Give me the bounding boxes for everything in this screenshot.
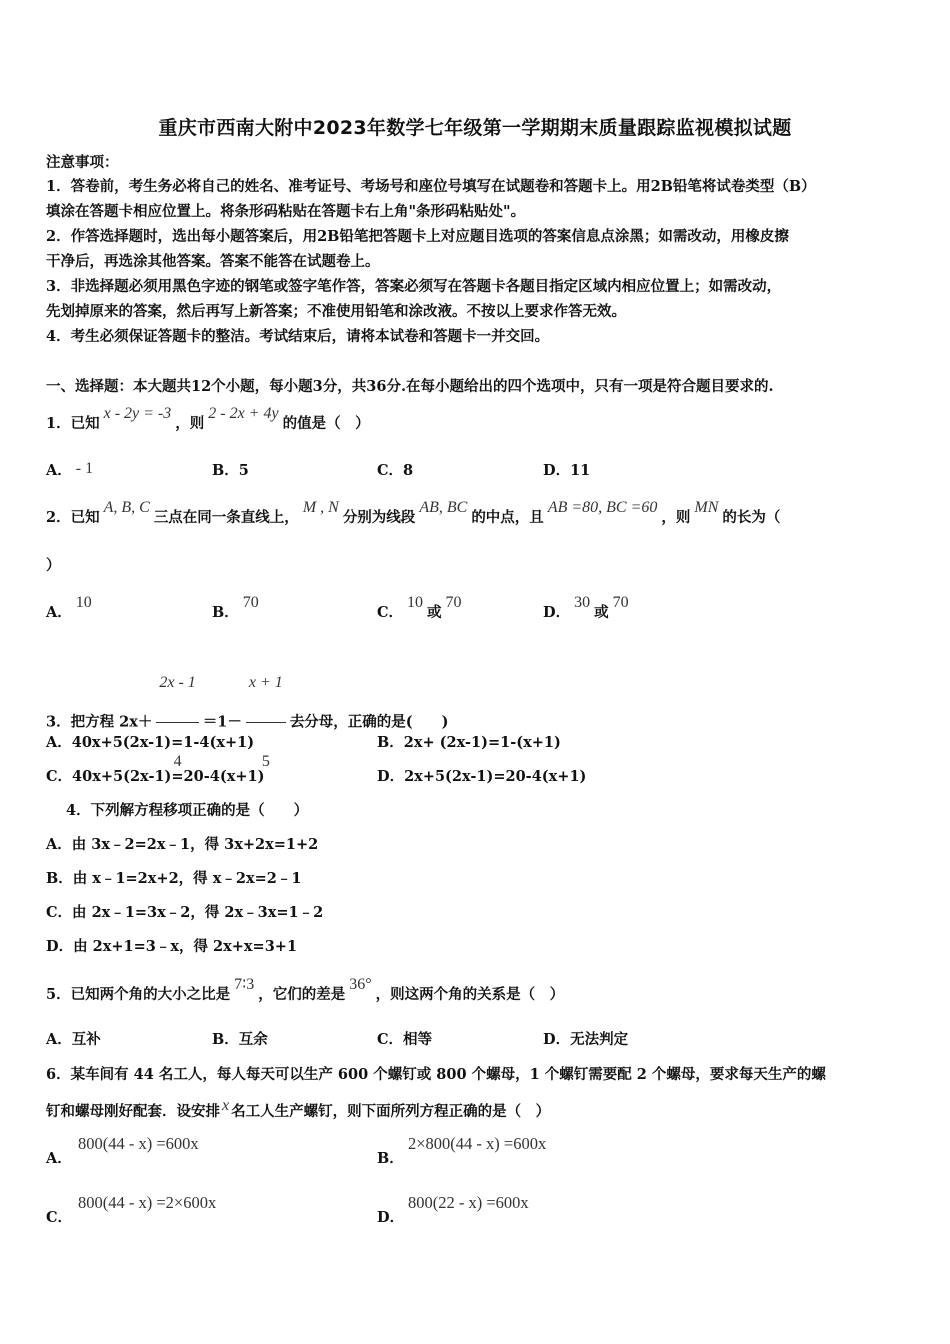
q3-option-a: A．40x+5(2x-1)=1-4(x+1) <box>46 734 255 751</box>
notice-line: 填涂在答题卡相应位置上。将条形码粘贴在答题卡右上角"条形码粘贴处"。 <box>46 203 526 220</box>
q6-option-b-expr: 2×800(44 - x) =600x <box>408 1134 547 1153</box>
question-6: 6．某车间有 44 名工人，每人每天可以生产 600 个螺钉或 800 个螺母，1 个螺钉需要配 2 个螺母，要求每天生产的螺 <box>46 1066 826 1083</box>
question-3: 3．把方程 2x＋ $\frac{2x - 1}{4}$ ＝1－ $\frac{x + 1}{5}$ 去分母，正确的是( ) <box>46 650 449 716</box>
q2-option-c: C．10或70 <box>377 594 462 621</box>
question-2: 2．已知A, B, C三点在同一条直线上，M , N分别为线段AB, BC的中点，且AB =80, BC =60，则MN的长为（ <box>46 499 781 526</box>
q3-option-d: D．2x+5(2x-1)=20-4(x+1) <box>377 768 587 785</box>
q6-option-b-label: B． <box>377 1150 404 1167</box>
q1-text: 1．已知 <box>46 415 100 432</box>
q2-option-d: D．30或70 <box>543 594 629 621</box>
q6-option-a-label: A． <box>46 1150 72 1167</box>
question-4: 4．下列解方程移项正确的是（ ） <box>66 802 309 819</box>
q5-option-b: B．互余 <box>212 1031 268 1048</box>
notice-line: 4．考生必须保证答题卡的整洁。考试结束后，请将本试卷和答题卡一并交回。 <box>46 328 550 345</box>
q5-option-a: A．互补 <box>46 1031 101 1048</box>
question-6-cont: 钉和螺母刚好配套．设安排 x 名工人生产螺钉，则下面所列方程正确的是（ ） <box>46 1097 551 1120</box>
section-heading: 一、选择题：本大题共12个小题，每小题3分，共36分.在每小题给出的四个选项中，只有一项是符合题目要求的. <box>46 378 774 395</box>
q6-math: x <box>222 1097 230 1114</box>
q1-text: ，则 <box>175 415 205 432</box>
notice-heading: 注意事项： <box>46 154 119 171</box>
q2-math: MN <box>694 499 719 516</box>
q5-option-d: D．无法判定 <box>543 1031 629 1048</box>
q6-option-c-expr: 800(44 - x) =2×600x <box>78 1193 217 1212</box>
page-title: 重庆市西南大附中2023年数学七年级第一学期期末质量跟踪监视模拟试题 <box>158 117 792 139</box>
q2-close-paren: ） <box>46 557 61 574</box>
q2-math: AB, BC <box>419 499 468 516</box>
q2-math: M , N <box>302 499 339 516</box>
q1-option-a: A． - 1 <box>46 460 94 479</box>
q6-option-c-label: C． <box>46 1209 73 1226</box>
q5-math: 36° <box>349 976 372 993</box>
q2-option-b: B．70 <box>212 594 259 621</box>
q1-option-c: C．8 <box>377 462 414 479</box>
q4-option-b: B．由 x﹣1=2x+2，得 x﹣2x=2﹣1 <box>46 870 302 887</box>
q5-option-c: C．相等 <box>377 1031 433 1048</box>
q4-option-a: A．由 3x﹣2=2x﹣1，得 3x+2x=1+2 <box>46 836 319 853</box>
question-5: 5．已知两个角的大小之比是7∶3，它们的差是36°，则这两个角的关系是（ ） <box>46 976 565 1003</box>
q3-option-b: B．2x+ (2x-1)=1-(x+1) <box>377 734 561 751</box>
q6-option-d-label: D． <box>377 1209 405 1226</box>
notice-line: 2．作答选择题时，选出每小题答案后，用2B铅笔把答题卡上对应题目选项的答案信息点涂黑；如需改动，用橡皮擦 <box>46 228 789 245</box>
q2-math: A, B, C <box>103 499 150 516</box>
notice-line: 1．答卷前，考生务必将自己的姓名、准考证号、考场号和座位号填写在试题卷和答题卡上。用2B铅笔将试卷类型（B） <box>46 178 816 195</box>
q1-math: x - 2y = -3 <box>103 405 172 422</box>
q1-option-b: B．5 <box>212 462 249 479</box>
q6-option-d-expr: 800(22 - x) =600x <box>408 1193 529 1212</box>
q4-option-c: C．由 2x﹣1=3x﹣2，得 2x﹣3x=1﹣2 <box>46 904 324 921</box>
question-1 <box>46 405 370 434</box>
notice-line: 干净后，再选涂其他答案。答案不能答在试题卷上。 <box>46 253 380 270</box>
q1-option-d: D．11 <box>543 462 591 479</box>
q1-math: 2 - 2x + 4y <box>208 405 279 422</box>
q6-option-a-expr: 800(44 - x) =600x <box>78 1134 199 1153</box>
q3-option-c: C．40x+5(2x-1)=20-4(x+1) <box>46 768 265 785</box>
notice-line: 3．非选择题必须用黑色字迹的钢笔或签字笔作答，答案必须写在答题卡各题目指定区域内相应位置上；如需改动， <box>46 278 782 295</box>
q3-fraction-2: $\frac{x + 1}{5}$ <box>246 650 286 795</box>
notice-line: 先划掉原来的答案，然后再写上新答案；不准使用铅笔和涂改液。不按以上要求作答无效。 <box>46 303 626 320</box>
q5-math: 7∶3 <box>234 976 255 993</box>
q2-option-a: A．10 <box>46 594 92 621</box>
q1-text: 的值是（ ） <box>282 415 370 432</box>
q2-math: AB =80, BC =60 <box>547 499 658 516</box>
q3-fraction-1: $\frac{2x - 1}{4}$ <box>156 650 198 795</box>
q4-option-d: D．由 2x+1=3﹣x，得 2x+x=3+1 <box>46 938 298 955</box>
